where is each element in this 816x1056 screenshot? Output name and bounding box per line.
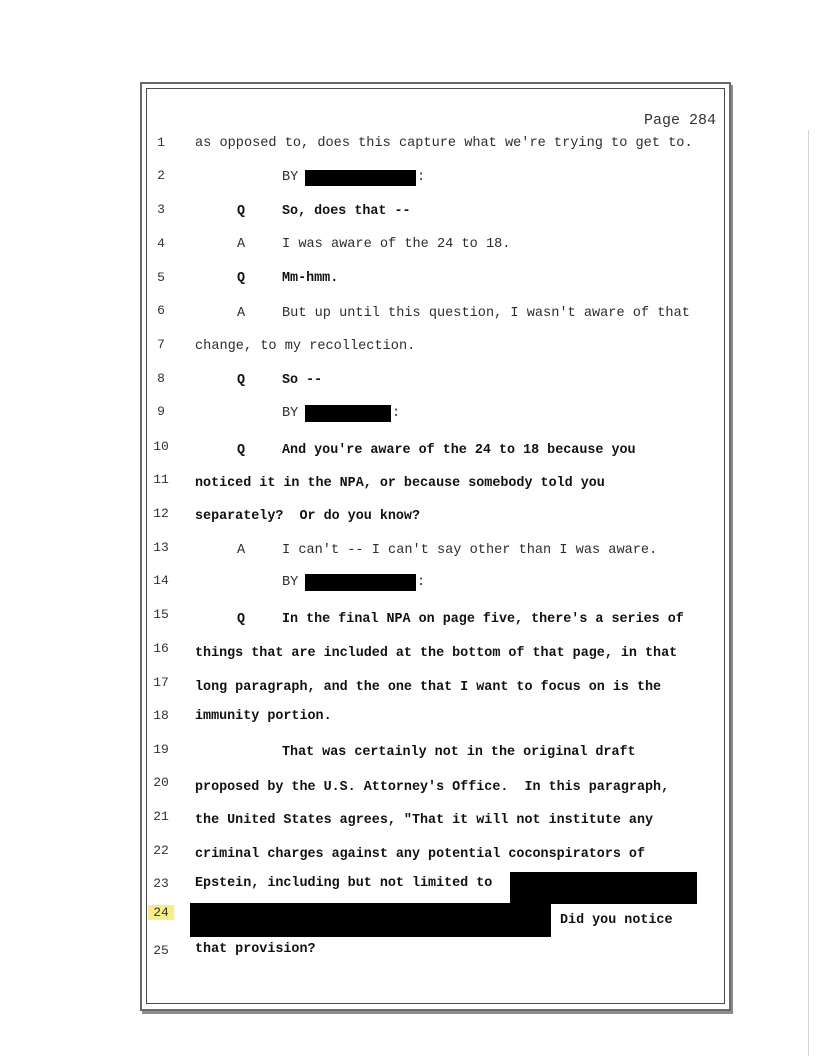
line-number: 11 [153,472,169,487]
question-marker: Q [237,612,246,627]
redaction-box [305,405,391,422]
line-number: 16 [153,641,169,656]
transcript-line-25: that provision? [195,942,316,957]
transcript-line-1: as opposed to, does this capture what we're trying to get to. [195,136,693,151]
transcript-line-23: Epstein, including but not limited to [195,876,493,891]
redaction-box [305,574,416,591]
line-number: 21 [153,809,169,824]
line-number: 6 [157,303,165,318]
transcript-line-22: criminal charges against any potential coconspirators of [195,847,645,862]
transcript-line-8: So -- [282,373,323,388]
colon: : [417,170,426,185]
line-number: 10 [153,439,169,454]
line-number: 18 [153,708,169,723]
question-marker: Q [237,204,246,219]
page-number: Page 284 [643,112,716,129]
line-number: 3 [157,202,165,217]
transcript-line-20: proposed by the U.S. Attorney's Office. In this paragraph, [195,780,670,795]
answer-marker: A [237,306,246,321]
question-marker: Q [237,373,246,388]
line-number: 25 [153,943,169,958]
redaction-box [190,903,551,937]
transcript-line-16: things that are included at the bottom of that page, in that [195,646,678,661]
transcript-line-3: So, does that -- [282,204,411,219]
transcript-line-12: separately? Or do you know? [195,509,420,524]
examiner-by-label: BY [282,575,299,590]
line-number: 15 [153,607,169,622]
line-number: 20 [153,775,169,790]
line-number: 19 [153,742,169,757]
line-number: 7 [157,337,165,352]
redaction-box [305,170,416,186]
transcript-line-24: Did you notice [560,913,673,928]
transcript-line-10: And you're aware of the 24 to 18 because you [282,443,636,458]
line-number-highlighted: 24 [148,905,174,920]
line-number: 22 [153,843,169,858]
line-number: 23 [153,876,169,891]
question-marker: Q [237,271,246,286]
examiner-by-label: BY [282,170,299,185]
line-number: 14 [153,573,169,588]
line-number: 9 [157,404,165,419]
transcript-line-15: In the final NPA on page five, there's a series of [282,612,684,627]
transcript-line-18: immunity portion. [195,709,332,724]
line-number: 13 [153,540,169,555]
line-number: 4 [157,236,165,251]
answer-marker: A [237,237,246,252]
transcript-line-4: I was aware of the 24 to 18. [282,237,511,252]
line-number: 1 [157,135,165,150]
transcript-line-6: But up until this question, I wasn't aware of that [282,306,690,321]
colon: : [392,406,401,421]
line-number: 17 [153,675,169,690]
colon: : [417,575,426,590]
line-number: 12 [153,506,169,521]
redaction-box [510,872,697,904]
line-number: 5 [157,270,165,285]
page-edge-line [808,130,809,1056]
question-marker: Q [237,443,246,458]
transcript-line-17: long paragraph, and the one that I want to focus on is the [195,680,662,695]
line-number: 2 [157,168,165,183]
examiner-by-label: BY [282,406,299,421]
transcript-line-21: the United States agrees, "That it will not institute any [195,813,654,828]
transcript-line-5: Mm-hmm. [282,271,339,286]
transcript-line-7: change, to my recollection. [195,339,416,354]
transcript-line-19: That was certainly not in the original draft [282,745,636,760]
line-number: 8 [157,371,165,386]
transcript-line-13: I can't -- I can't say other than I was aware. [282,543,658,558]
transcript-line-11: noticed it in the NPA, or because somebody told you [195,476,605,491]
answer-marker: A [237,543,246,558]
